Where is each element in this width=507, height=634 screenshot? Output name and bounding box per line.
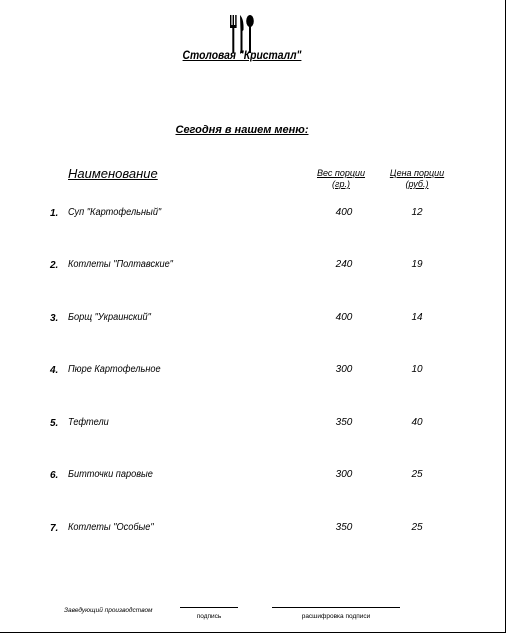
menu-row: [0, 207, 505, 221]
column-header-weight: [306, 168, 376, 190]
item-price: 12: [411, 207, 423, 218]
column-header-price: [382, 168, 452, 190]
item-price: 25: [411, 469, 423, 480]
item-weight: 350: [335, 522, 353, 533]
signature-line: [180, 607, 238, 608]
item-number: 3.: [50, 313, 59, 324]
item-name: Котлеты "Полтавские": [68, 259, 173, 270]
column-header-price-line1: Цена порции: [389, 168, 445, 178]
decode-caption: расшифровка подписи: [301, 613, 371, 620]
item-price: 40: [411, 417, 423, 428]
item-price: 10: [411, 364, 423, 375]
item-price: 14: [411, 312, 423, 323]
item-weight: 240: [335, 259, 353, 270]
item-weight: 300: [335, 469, 353, 480]
item-price: 25: [411, 522, 423, 533]
menu-subtitle: Сегодня в нашем меню:: [175, 124, 309, 136]
menu-row: [0, 522, 505, 536]
item-name: Тефтели: [68, 417, 109, 428]
item-number: 4.: [50, 365, 59, 376]
signature-caption: подпись: [196, 613, 222, 620]
item-weight: 350: [335, 417, 353, 428]
decode-line: [272, 607, 400, 608]
menu-row: [0, 417, 505, 431]
column-header-weight-line1: Вес порции: [316, 168, 366, 178]
item-number: 5.: [50, 418, 59, 429]
item-name: Пюре Картофельное: [68, 364, 161, 375]
item-name: Суп "Картофельный": [68, 207, 162, 218]
item-weight: 400: [335, 312, 353, 323]
item-number: 2.: [50, 260, 59, 271]
column-header-price-line2: (руб.): [405, 179, 429, 189]
item-price: 19: [411, 259, 423, 270]
item-number: 7.: [50, 523, 59, 534]
item-number: 1.: [50, 208, 59, 219]
cafe-title: Столовая "Кристалл": [182, 50, 302, 62]
menu-row: [0, 364, 505, 378]
column-header-weight-line2: (гр.): [332, 179, 350, 189]
item-weight: 300: [335, 364, 353, 375]
signatory-role: Заведующий производством: [64, 607, 153, 614]
item-name: Борщ "Украинский": [68, 312, 151, 323]
menu-row: [0, 469, 505, 483]
menu-row: [0, 259, 505, 273]
item-name: Котлеты "Особые": [68, 522, 154, 533]
item-name: Битточки паровые: [68, 469, 153, 480]
column-header-name: Наименование: [68, 166, 158, 181]
menu-row: [0, 312, 505, 326]
item-weight: 400: [335, 207, 353, 218]
item-number: 6.: [50, 470, 59, 481]
cutlery-icon: [228, 15, 256, 53]
